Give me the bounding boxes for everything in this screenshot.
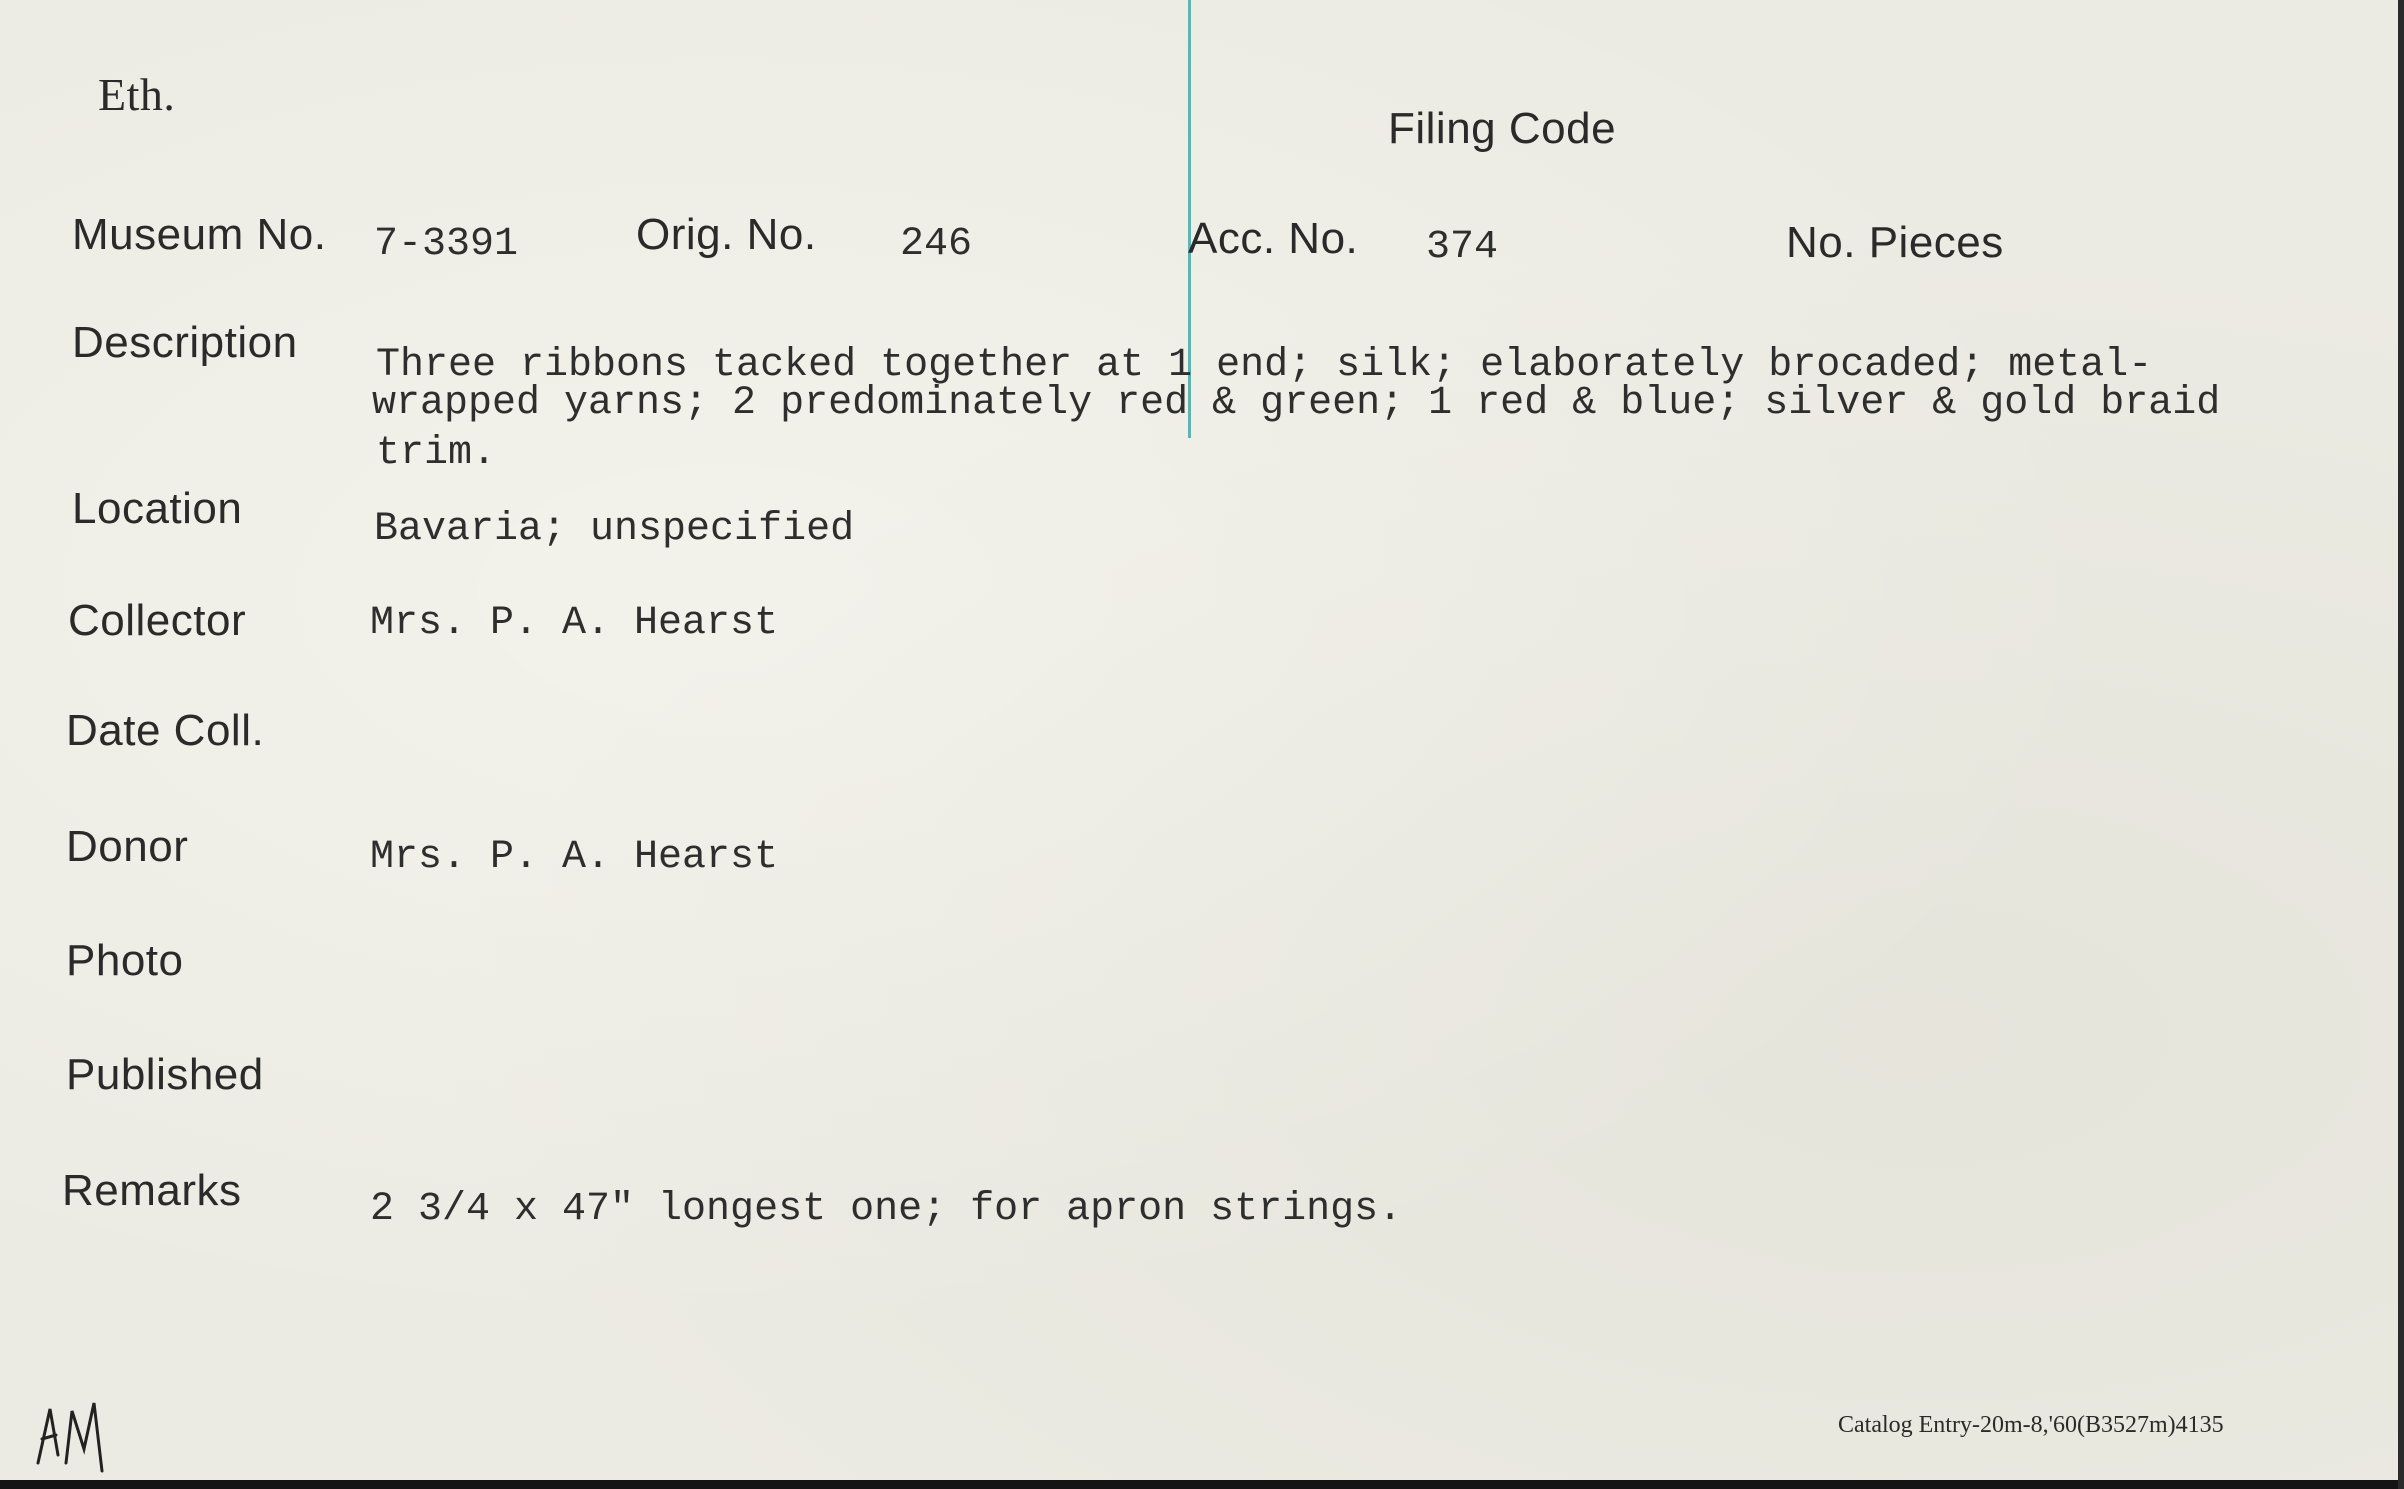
acc-no-value: 374 xyxy=(1426,225,1499,270)
museum-no-value: 7-3391 xyxy=(374,222,519,267)
remarks-value: 2 3/4 x 47" longest one; for apron strings. xyxy=(370,1187,1403,1232)
description-line-3: trim. xyxy=(376,431,497,476)
remarks-label: Remarks xyxy=(62,1166,242,1215)
collector-value: Mrs. P. A. Hearst xyxy=(370,601,779,646)
card-right-edge xyxy=(2398,0,2404,1489)
catalog-entry-footer: Catalog Entry-20m-8,'60(B3527m)4135 xyxy=(1838,1412,2224,1438)
orig-no-value: 246 xyxy=(900,222,973,267)
no-pieces-label: No. Pieces xyxy=(1786,218,2004,267)
published-label: Published xyxy=(66,1050,264,1099)
handwritten-initials xyxy=(32,1385,122,1475)
filing-code-label: Filing Code xyxy=(1388,104,1617,153)
orig-no-label: Orig. No. xyxy=(636,210,817,259)
date-coll-label: Date Coll. xyxy=(66,706,265,755)
description-line-1: Three ribbons tacked together at 1 end; silk; elaborately brocaded; metal- xyxy=(376,343,2153,388)
photo-label: Photo xyxy=(66,936,184,985)
location-value: Bavaria; unspecified xyxy=(374,507,855,552)
collector-label: Collector xyxy=(68,596,247,645)
location-label: Location xyxy=(72,484,243,533)
donor-value: Mrs. P. A. Hearst xyxy=(370,835,779,880)
donor-label: Donor xyxy=(66,822,189,871)
card-bottom-edge xyxy=(0,1480,2404,1489)
museum-no-label: Museum No. xyxy=(72,210,327,259)
description-line-2: wrapped yarns; 2 predominately red & green; 1 red & blue; silver & gold braid xyxy=(372,381,2221,426)
acc-no-label: Acc. No. xyxy=(1188,214,1359,263)
department-label: Eth. xyxy=(98,69,176,120)
description-label: Description xyxy=(72,318,298,367)
